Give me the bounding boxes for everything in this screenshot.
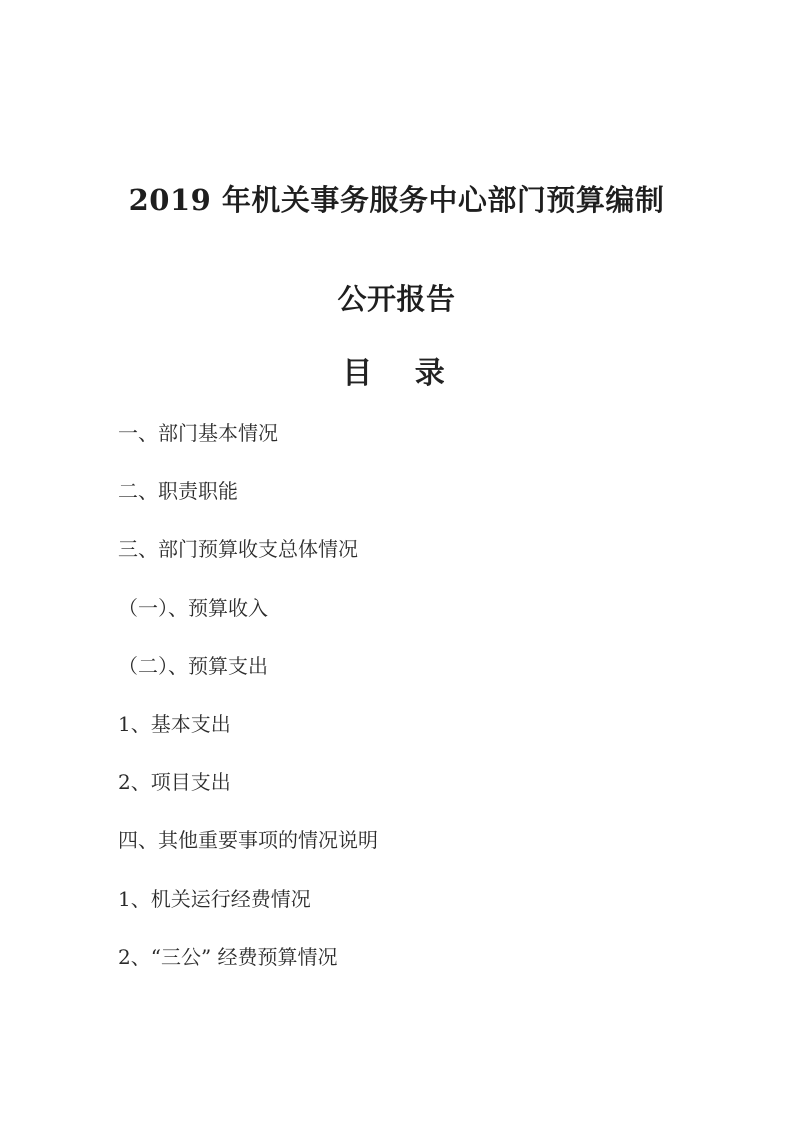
report-title-line-2: 公开报告 <box>337 282 456 316</box>
toc-item-operating-funds: 1、机关运行经费情况 <box>118 886 311 911</box>
toc-item-budget-expenditure: （二）、预算支出 <box>118 653 268 678</box>
toc-item-department-basic-info: 一、部门基本情况 <box>118 421 278 445</box>
report-title-line-1: 2019 年机关事务服务中心部门预算编制 <box>128 183 665 217</box>
toc-item-project-expenditure: 2、项目支出 <box>118 770 231 795</box>
toc-item-basic-expenditure: 1、基本支出 <box>118 711 231 736</box>
toc-item-responsibilities: 二、职责职能 <box>118 479 238 504</box>
toc-item-budget-income: （一）、预算收入 <box>118 595 268 620</box>
toc-heading: 目 录 <box>342 356 461 391</box>
toc-item-budget-overview: 三、部门预算收支总体情况 <box>118 537 358 562</box>
table-of-contents <box>118 418 678 1000</box>
toc-item-other-matters: 四、其他重要事项的情况说明 <box>118 828 378 853</box>
toc-item-three-public-funds: 2、“三公” 经费预算情况 <box>118 944 338 969</box>
